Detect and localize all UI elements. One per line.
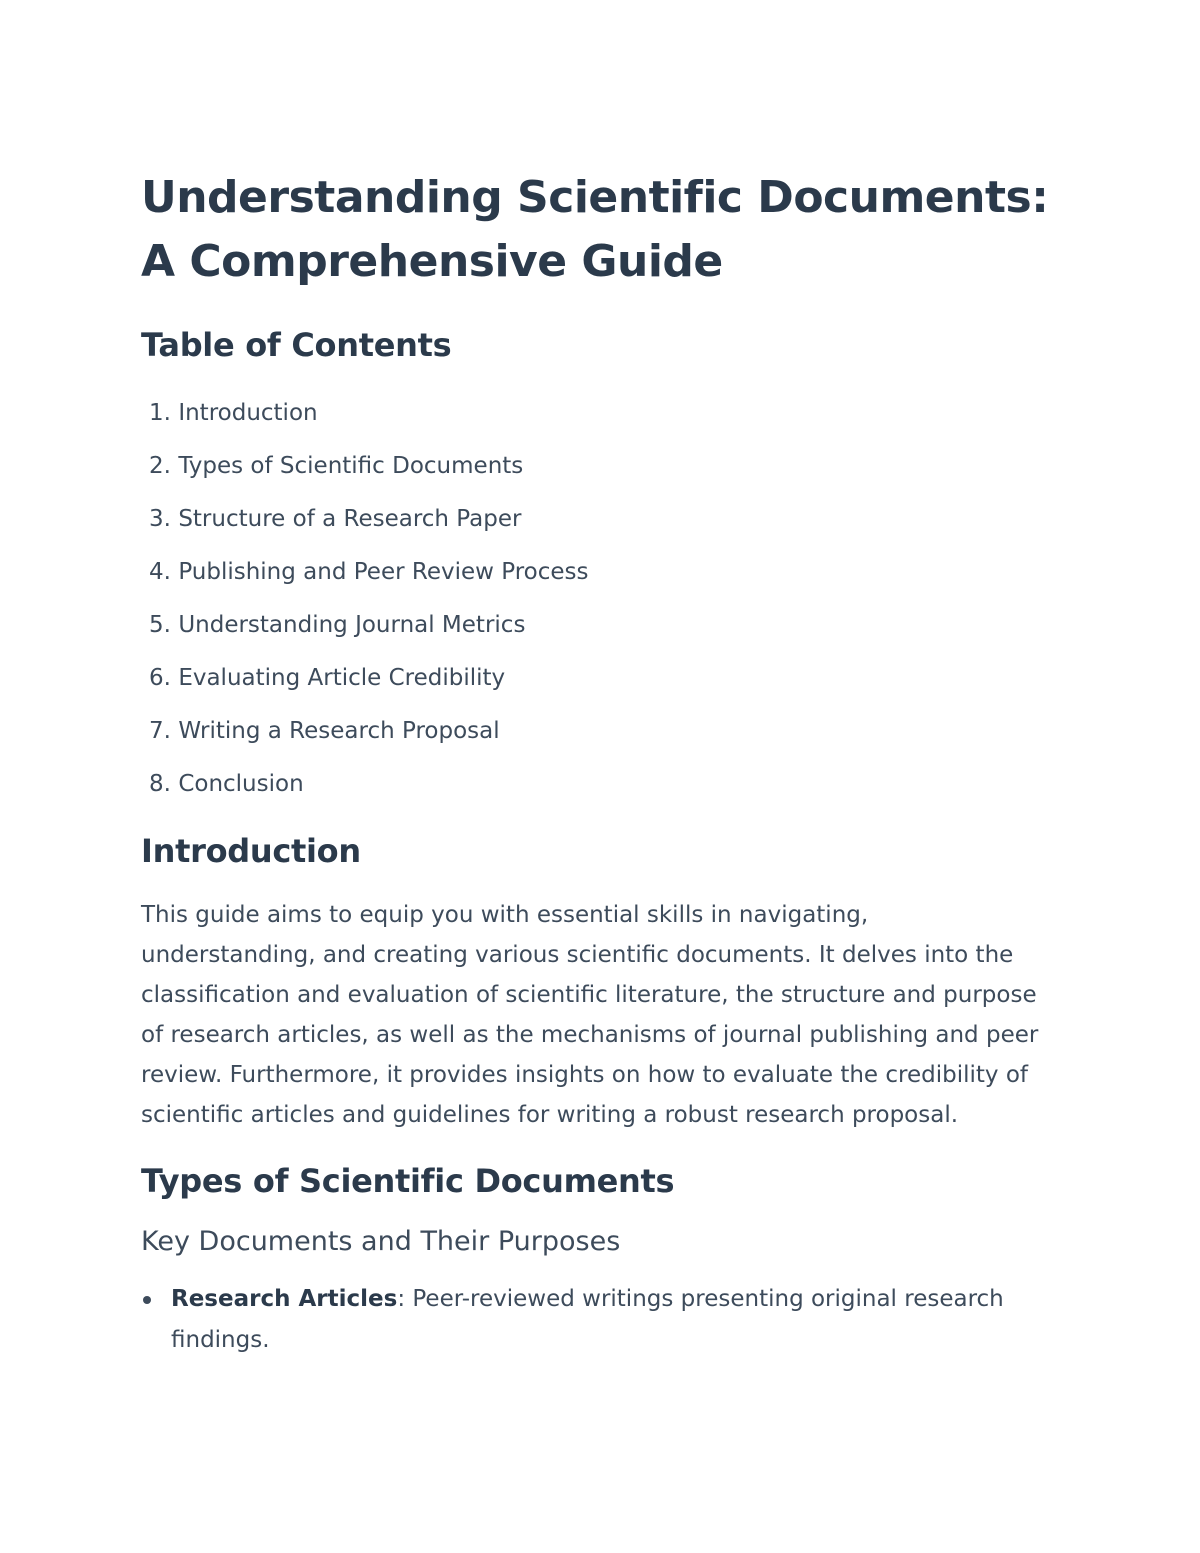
toc-item-proposal: 7. Writing a Research Proposal bbox=[141, 705, 1051, 758]
document-page bbox=[141, 166, 1051, 1361]
document-types-list bbox=[141, 1279, 1051, 1361]
toc-item-structure: 3. Structure of a Research Paper bbox=[141, 493, 1051, 546]
toc-item-publishing: 4. Publishing and Peer Review Process bbox=[141, 546, 1051, 599]
toc-item-label: Types of Scientific Documents bbox=[178, 453, 524, 479]
list-item-separator: : bbox=[397, 1286, 413, 1312]
toc-item-label: Conclusion bbox=[178, 771, 304, 797]
document-title: Understanding Scientific Documents: A Comprehensive Guide bbox=[141, 172, 1049, 287]
toc-item-metrics: 5. Understanding Journal Metrics bbox=[141, 599, 1051, 652]
toc-heading: Table of Contents bbox=[141, 326, 452, 364]
introduction-body: This guide aims to equip you with essential skills in navigating, understanding, and creating various scientific documents. It delves into the classification and evaluation of scientific literature, the structure and purpose of research articles, as well as the mechanisms of journal publishing and peer review. Furthermore, it provides insights on how to evaluate the credibility of scientific articles and guidelines for writing a robust research proposal. bbox=[141, 902, 1039, 1128]
toc-item-label: Structure of a Research Paper bbox=[178, 506, 522, 532]
toc-item-credibility: 6. Evaluating Article Credibility bbox=[141, 652, 1051, 705]
toc-item-label: Writing a Research Proposal bbox=[178, 718, 500, 744]
list-item-description: Peer-reviewed writings presenting original research findings. bbox=[171, 1286, 1004, 1353]
toc-list bbox=[141, 387, 1051, 811]
toc-item-introduction: 1. Introduction bbox=[141, 387, 1051, 440]
toc-item-types: 2. Types of Scientific Documents bbox=[141, 440, 1051, 493]
toc-item-conclusion: 8. Conclusion bbox=[141, 758, 1051, 811]
toc-item-label: Evaluating Article Credibility bbox=[178, 665, 506, 691]
introduction-heading: Introduction bbox=[141, 832, 361, 870]
list-item-research-articles bbox=[141, 1279, 1051, 1361]
toc-item-label: Publishing and Peer Review Process bbox=[178, 559, 589, 585]
key-documents-subheading: Key Documents and Their Purposes bbox=[141, 1226, 621, 1257]
list-item-term: Research Articles bbox=[171, 1286, 398, 1312]
types-heading: Types of Scientific Documents bbox=[141, 1162, 675, 1200]
toc-item-label: Understanding Journal Metrics bbox=[178, 612, 526, 638]
toc-item-label: Introduction bbox=[178, 400, 318, 426]
bullet-icon bbox=[143, 1296, 151, 1304]
